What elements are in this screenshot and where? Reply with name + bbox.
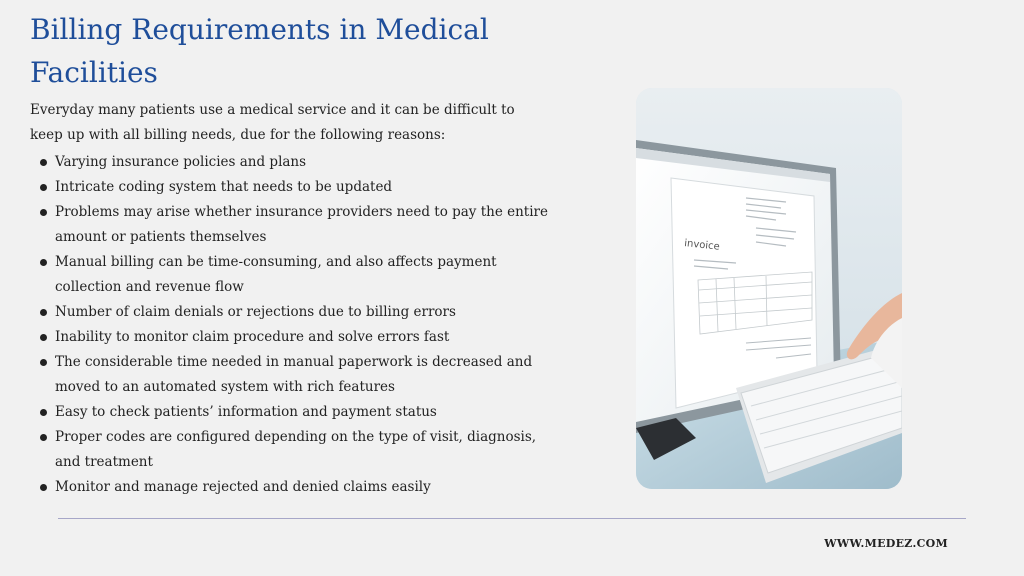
- list-item: Number of claim denials or rejections due to billing errors: [30, 300, 560, 325]
- list-item: Manual billing can be time-consuming, and also affects payment collection and revenue flow: [30, 250, 560, 300]
- intro-paragraph: Everyday many patients use a medical service and it can be difficult to keep up with all billing needs, due for the following reasons:: [30, 102, 515, 143]
- bullet-icon: [40, 359, 47, 366]
- bullet-icon: [40, 434, 47, 441]
- bullet-icon: [40, 259, 47, 266]
- list-item: Varying insurance policies and plans: [30, 150, 560, 175]
- slide-title: Billing Requirements in Medical Facilities: [30, 13, 489, 89]
- bullet-icon: [40, 334, 47, 341]
- bullet-icon: [40, 209, 47, 216]
- list-item: Inability to monitor claim procedure and solve errors fast: [30, 325, 560, 350]
- bullet-icon: [40, 184, 47, 191]
- bullet-icon: [40, 309, 47, 316]
- list-item: Proper codes are configured depending on the type of visit, diagnosis, and treatment: [30, 425, 560, 475]
- list-item: Intricate coding system that needs to be updated: [30, 175, 560, 200]
- website-url: WWW.MEDEZ.COM: [824, 537, 948, 550]
- bullet-icon: [40, 409, 47, 416]
- list-item: The considerable time needed in manual paperwork is decreased and moved to an automated system with rich features: [30, 350, 560, 400]
- invoice-heading: invoice: [683, 238, 721, 253]
- bullet-icon: [40, 484, 47, 491]
- footer-divider: [58, 518, 966, 519]
- reasons-list: [30, 150, 560, 500]
- list-item: Easy to check patients’ information and payment status: [30, 400, 560, 425]
- laptop-invoice-photo: [636, 88, 902, 489]
- list-item: Problems may arise whether insurance providers need to pay the entire amount or patients themselves: [30, 200, 560, 250]
- list-item: Monitor and manage rejected and denied claims easily: [30, 475, 560, 500]
- laptop-illustration: [636, 88, 902, 489]
- bullet-icon: [40, 159, 47, 166]
